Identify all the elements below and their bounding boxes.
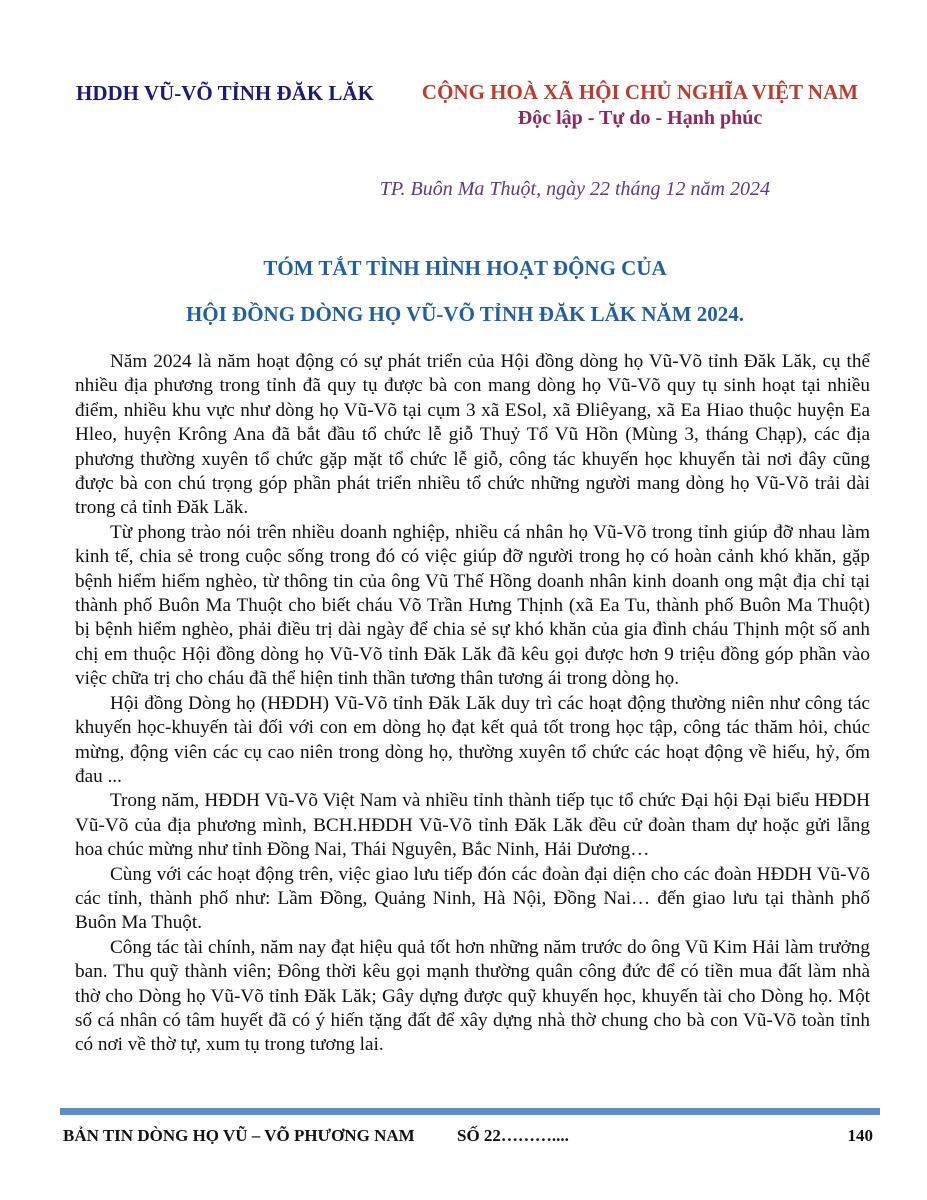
date-line: TP. Buôn Ma Thuột, ngày 22 tháng 12 năm 2024 [379, 178, 770, 200]
body-paragraph: Cùng với các hoạt động trên, việc giao lưu tiếp đón các đoàn đại diện cho các đoàn HĐDH Vũ-Võ các tỉnh, thành phố như: Lầm Đồng, Quảng Ninh, Hà Nội, Đồng Nai… đến giao lưu tại thành phố Buôn Ma Thuột. [75, 863, 870, 934]
national-motto: Độc lập - Tự do - Hạnh phúc [517, 107, 763, 129]
document-body [75, 350, 870, 1058]
footer-divider [60, 1108, 880, 1115]
body-paragraph: Năm 2024 là năm hoạt động có sự phát triển của Hội đồng dòng họ Vũ-Võ tỉnh Đăk Lăk, cụ thể nhiều địa phương trong tỉnh đã quy tụ được bà con mang dòng họ Vũ-Võ quy tụ sinh hoạt tại nhiều điểm, nhiều khu vực như dòng họ Vũ-Võ tại cụm 3 xã ESol, xã Đliêyang, xã Ea Hiao thuộc huyện Ea Hleo, huyện Krông Ana đã bắt đầu tổ chức lễ giỗ Thuỷ Tổ Vũ Hồn (Mùng 3, tháng Chạp), các địa phương thường xuyên tổ chức gặp mặt tổ chức lễ giỗ, công tác khuyến học khuyến tài nơi đây cũng được bà con chú trọng góp phần phát triển nhiều tổ chức những người mang dòng họ Vũ-Võ trải dài trong cả tỉnh Đăk Lăk. [75, 351, 870, 519]
organization-name: HDDH VŨ-VÕ TỈNH ĐĂK LĂK [76, 81, 374, 105]
body-paragraph: Công tác tài chính, năm nay đạt hiệu quả tốt hơn những năm trước do ông Vũ Kim Hải làm trưởng ban. Thu quỹ thành viên; Đông thời kêu gọi mạnh thường quân công đức để có tiền mua đất làm nhà thờ cho Dòng họ Vũ-Võ tỉnh Đăk Lăk; Gây dựng được quỹ khuyến học, khuyến tài cho Dòng họ. Một số cá nhân có tâm huyết đã có ý hiến tặng đất để xây dựng nhà thờ chung cho bà con Vũ-Võ toàn tỉnh có nơi về thờ tự, xum tụ trong tương lai. [75, 936, 870, 1056]
document-title-line-1: TÓM TẮT TÌNH HÌNH HOẠT ĐỘNG CỦA [263, 256, 667, 280]
page-footer [63, 1126, 873, 1150]
page-number: 140 [847, 1126, 873, 1145]
newsletter-name: BẢN TIN DÒNG HỌ VŨ – VÕ PHƯƠNG NAM [63, 1126, 415, 1145]
body-paragraph: Từ phong trào nói trên nhiều doanh nghiệp, nhiều cá nhân họ Vũ-Võ trong tỉnh giúp đỡ nhau làm kinh tế, chia sẻ trong cuộc sống trong đó có việc giúp đỡ người trong họ có hoàn cảnh khó khăn, gặp bệnh hiểm hiểm nghèo, từ thông tin của ông Vũ Thế Hồng doanh nhân kinh doanh ong mật địa chỉ tại thành phố Buôn Ma Thuột cho biết cháu Võ Trần Hưng Thịnh (xã Ea Tu, thành phố Buôn Ma Thuột) bị bệnh hiểm nghèo, phải điều trị dài ngày để chia sẻ sự khó khăn của gia đình cháu Thịnh một số anh chị em thuộc Hội đồng dòng họ Vũ-Võ tỉnh Đăk Lăk đã kêu gọi được hơn 9 triệu đồng góp phần vào việc chữa trị cho cháu đã thể hiện tinh thần tương thân tương ái trong dòng họ. [75, 521, 870, 690]
document-title-line-2: HỘI ĐỒNG DÒNG HỌ VŨ-VÕ TỈNH ĐĂK LĂK NĂM 2024. [185, 302, 745, 326]
nation-name: CỘNG HOÀ XÃ HỘI CHỦ NGHĨA VIỆT NAM [421, 80, 859, 104]
body-paragraph: Hội đồng Dòng họ (HĐDH) Vũ-Võ tỉnh Đăk Lăk duy trì các hoạt động thường niên như công tác khuyến học-khuyến tài đối với con em dòng họ đạt kết quả tốt trong học tập, công tác thăm hỏi, chúc mừng, động viên các cụ cao niên trong dòng họ, thường xuyên tổ chức các hoạt động về hiếu, hỷ, ốm đau ... [75, 692, 870, 787]
issue-number: SỐ 22……….... [457, 1126, 569, 1145]
national-header [410, 80, 870, 130]
body-paragraph: Trong năm, HĐDH Vũ-Võ Việt Nam và nhiều tỉnh thành tiếp tục tổ chức Đại hội Đại biểu HĐDH Vũ-Võ của địa phương mình, BCH.HĐDH Vũ-Võ tỉnh Đăk Lăk đều cử đoàn tham dự hoặc gửi lẵng hoa chúc mừng như tỉnh Đồng Nai, Thái Nguyên, Bắc Ninh, Hải Dương… [75, 790, 870, 861]
